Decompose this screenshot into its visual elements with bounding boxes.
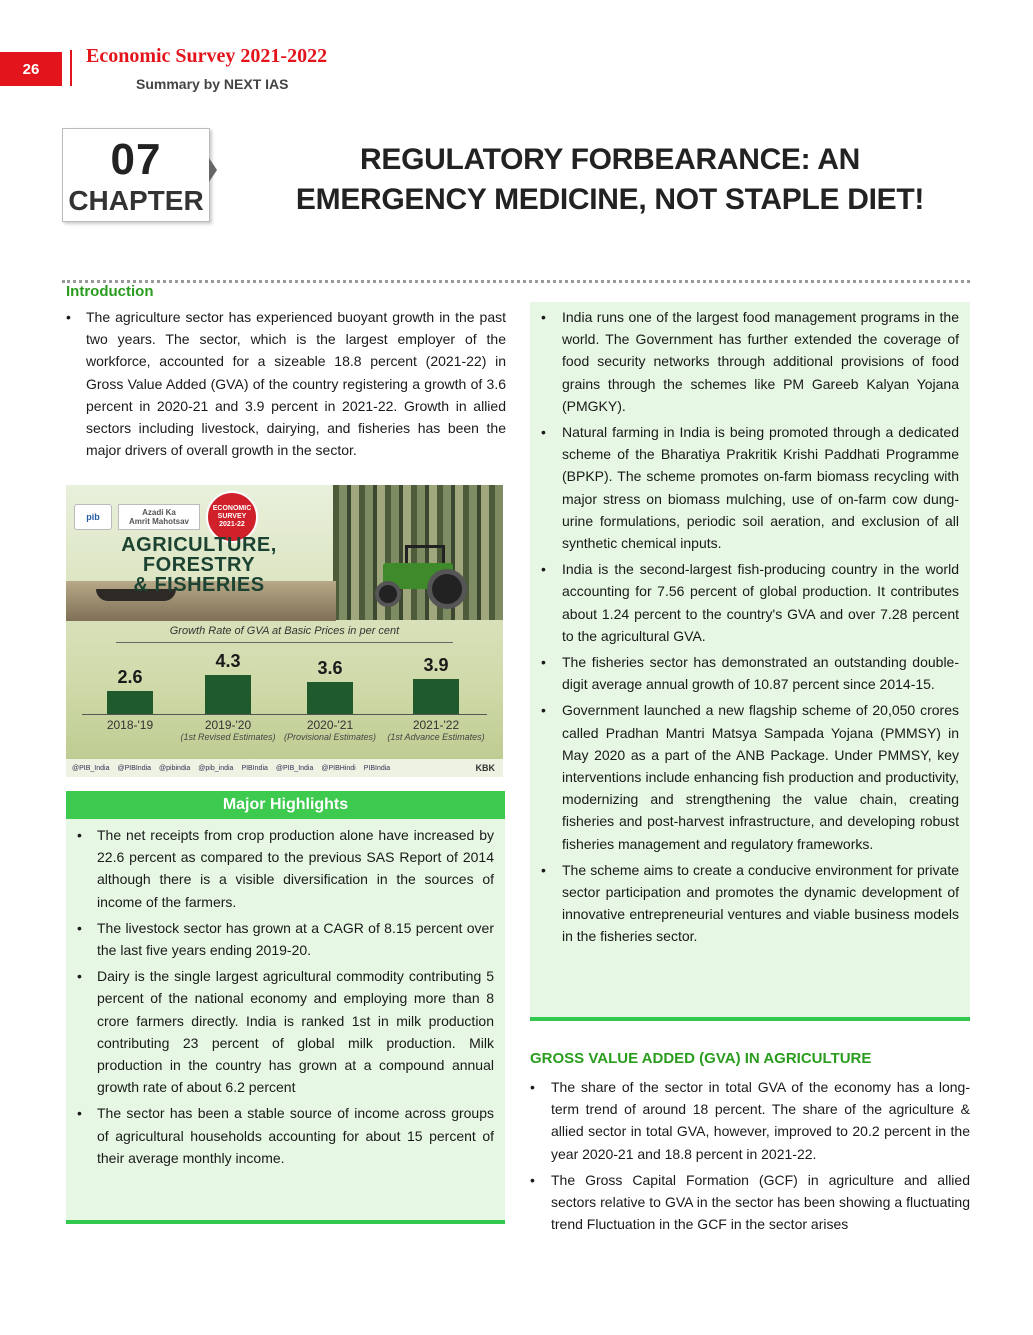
bar-category-label: 2019-'20 (1st Revised Estimates) xyxy=(178,719,278,742)
chapter-label: CHAPTER xyxy=(68,185,204,216)
tractor-icon xyxy=(365,545,475,607)
chapter-arrow-icon xyxy=(209,158,217,182)
list-item: • The share of the sector in total GVA of the economy has a long-term trend of around 18 percent. The share of the agriculture & allied sector in total GVA, however, improved to 20.2 percent in the year 2020-21 and 18.8 percent in 2021-22. xyxy=(530,1076,970,1165)
bar-category-note: (1st Revised Estimates) xyxy=(180,732,276,742)
bar-category-label: 2018-'19 xyxy=(106,718,154,732)
bar-value-label: 3.6 xyxy=(317,658,343,678)
list-item: • Government launched a new flagship scheme of 20,050 crores called Pradhan Mantri Matsya Sampada Yojana (PMMSY) in May 2020 as a part of the ANB Package. Under PMMSY, key interventions include enhancing fish production and productivity, modernizing and strengthening the value chain, creating fisheries and post-harvest infrastructure, and developing robust fisheries management and regulatory frameworks. xyxy=(541,699,959,854)
chapter-title xyxy=(230,140,990,220)
chart-title-underline xyxy=(116,642,453,643)
social-handle: @PIB_India xyxy=(275,764,314,772)
list-item: • The net receipts from crop production alone have increased by 22.6 percent as compared to the previous SAS Report of 2014 although there is a visible diversification in the sources of income of the farmers. xyxy=(77,824,494,913)
list-item: • The Gross Capital Formation (GCF) in agriculture and allied sectors relative to GVA in the sector has been showing a fluctuating trend Fluctuation in the GCF in the sector arises xyxy=(530,1169,970,1236)
chapter-badge xyxy=(62,128,210,222)
social-handle: @PIBHindi xyxy=(321,764,356,772)
chapter-number: 07 xyxy=(110,135,162,184)
bar-category-label: 2021-'22 (1st Advance Estimates) xyxy=(387,718,485,742)
pib-logo: pib xyxy=(74,504,112,530)
publication-title: Economic Survey 2021-2022 xyxy=(86,45,328,67)
gva-list xyxy=(530,1076,970,1239)
major-highlights-list xyxy=(66,819,505,1169)
brand-mark: KBK xyxy=(475,763,495,773)
list-item: • The sector has been a stable source of income across groups of agricultural households accounting for about 15 percent of their average monthly income. xyxy=(77,1102,494,1169)
list-item: • India is the second-largest fish-producing country in the world accounting for 7.56 percent of global production. It contributes about 1.24 percent to the country's GVA and over 7.28 percent to the agricultural GVA. xyxy=(541,558,959,647)
list-item: • The livestock sector has grown at a CAGR of 8.15 percent over the last five years ending 2019-20. xyxy=(77,917,494,961)
bar-chart xyxy=(66,645,503,715)
bar-value-label: 3.9 xyxy=(423,655,449,675)
major-highlights-heading: Major Highlights xyxy=(66,791,505,819)
chapter-title-line2: EMERGENCY MEDICINE, NOT STAPLE DIET! xyxy=(295,183,925,216)
social-handle: @PIB_India xyxy=(72,764,110,772)
key-points-list xyxy=(530,302,970,948)
gva-heading: GROSS VALUE ADDED (GVA) IN AGRICULTURE xyxy=(530,1050,872,1067)
section-divider xyxy=(62,280,970,283)
social-handle: PIBIndia xyxy=(241,764,268,772)
social-handle: @PIBIndia xyxy=(117,764,152,772)
list-item: • Natural farming in India is being promoted through a dedicated scheme of the Bharatiya Prakritik Krishi Paddhati Programme (BPKP). The scheme promotes on-farm biomass recycling with major stress on biomass mulching, use of on-farm cow dung-urine formulations, periodic soil aeration, and exclusion of all synthetic chemical inputs. xyxy=(541,421,959,554)
major-highlights-box xyxy=(66,791,505,1224)
bar-category-note: (1st Advance Estimates) xyxy=(387,732,485,742)
chart-title: Growth Rate of GVA at Basic Prices in per cent xyxy=(169,625,400,637)
list-item: • The agriculture sector has experienced buoyant growth in the past two years. The sector, which is the largest employer of the workforce, accounted for a sizeable 18.8 percent (2021-22) in Gross Value Added (GVA) of the country registering a growth of 3.6 percent in 2020-21 and 3.9 percent in 2021-22. Growth in allied sectors including livestock, dairying, and fisheries has been the major drivers of overall growth in the sector. xyxy=(66,306,506,461)
social-handle: @pib_india xyxy=(198,764,234,772)
introduction-list xyxy=(66,306,506,461)
list-item: • India runs one of the largest food management programs in the world. The Government has further extended the coverage of food security networks through additional provisions of food grains through the schemes like PM Gareeb Kalyan Yojana (PMGKY). xyxy=(541,306,959,417)
chart-baseline xyxy=(82,714,487,715)
list-item: • The scheme aims to create a conducive environment for private sector participation and promotes the dynamic development of innovative entrepreneurial ventures and viable business models in the fisheries sector. xyxy=(541,859,959,948)
publication-subtitle: Summary by NEXT IAS xyxy=(136,76,289,92)
page-number: 26 xyxy=(0,52,62,86)
chart-bar xyxy=(413,679,459,715)
azadi-logo: Azadi Ka Amrit Mahotsav xyxy=(118,504,200,530)
social-handle: PIBIndia xyxy=(363,764,391,772)
social-handle: @pibindia xyxy=(159,764,191,772)
list-item: • Dairy is the single largest agricultural commodity contributing 5 percent of the national economy and employing more than 8 crore farmers directly. India is ranked 1st in milk production contributing 23 percent of global milk production. Milk production in the country has grown at a compound annual growth rate of about 6.2 percent xyxy=(77,965,494,1098)
header-divider xyxy=(70,50,72,86)
infographic-title: AGRICULTURE, FORESTRY & FISHERIES xyxy=(121,534,277,596)
chart-bar xyxy=(107,691,153,715)
social-handles-footer xyxy=(66,759,503,777)
economic-survey-logo: ECONOMIC SURVEY 2021-22 xyxy=(206,491,258,543)
chart-bar xyxy=(205,675,251,715)
key-points-box xyxy=(530,302,970,1021)
chart-bar xyxy=(307,682,353,715)
bar-value-label: 2.6 xyxy=(117,667,143,687)
bar-category-note: (Provisional Estimates) xyxy=(283,732,377,742)
bar-category-label: 2020-'21 (Provisional Estimates) xyxy=(280,719,380,742)
list-item: • The fisheries sector has demonstrated an outstanding double-digit average annual growth of 10.87 percent since 2014-15. xyxy=(541,651,959,695)
chapter-title-line1: REGULATORY FORBEARANCE: AN xyxy=(360,143,860,176)
bar-value-label: 4.3 xyxy=(215,651,241,671)
introduction-heading: Introduction xyxy=(66,283,154,300)
agriculture-infographic xyxy=(66,485,503,777)
